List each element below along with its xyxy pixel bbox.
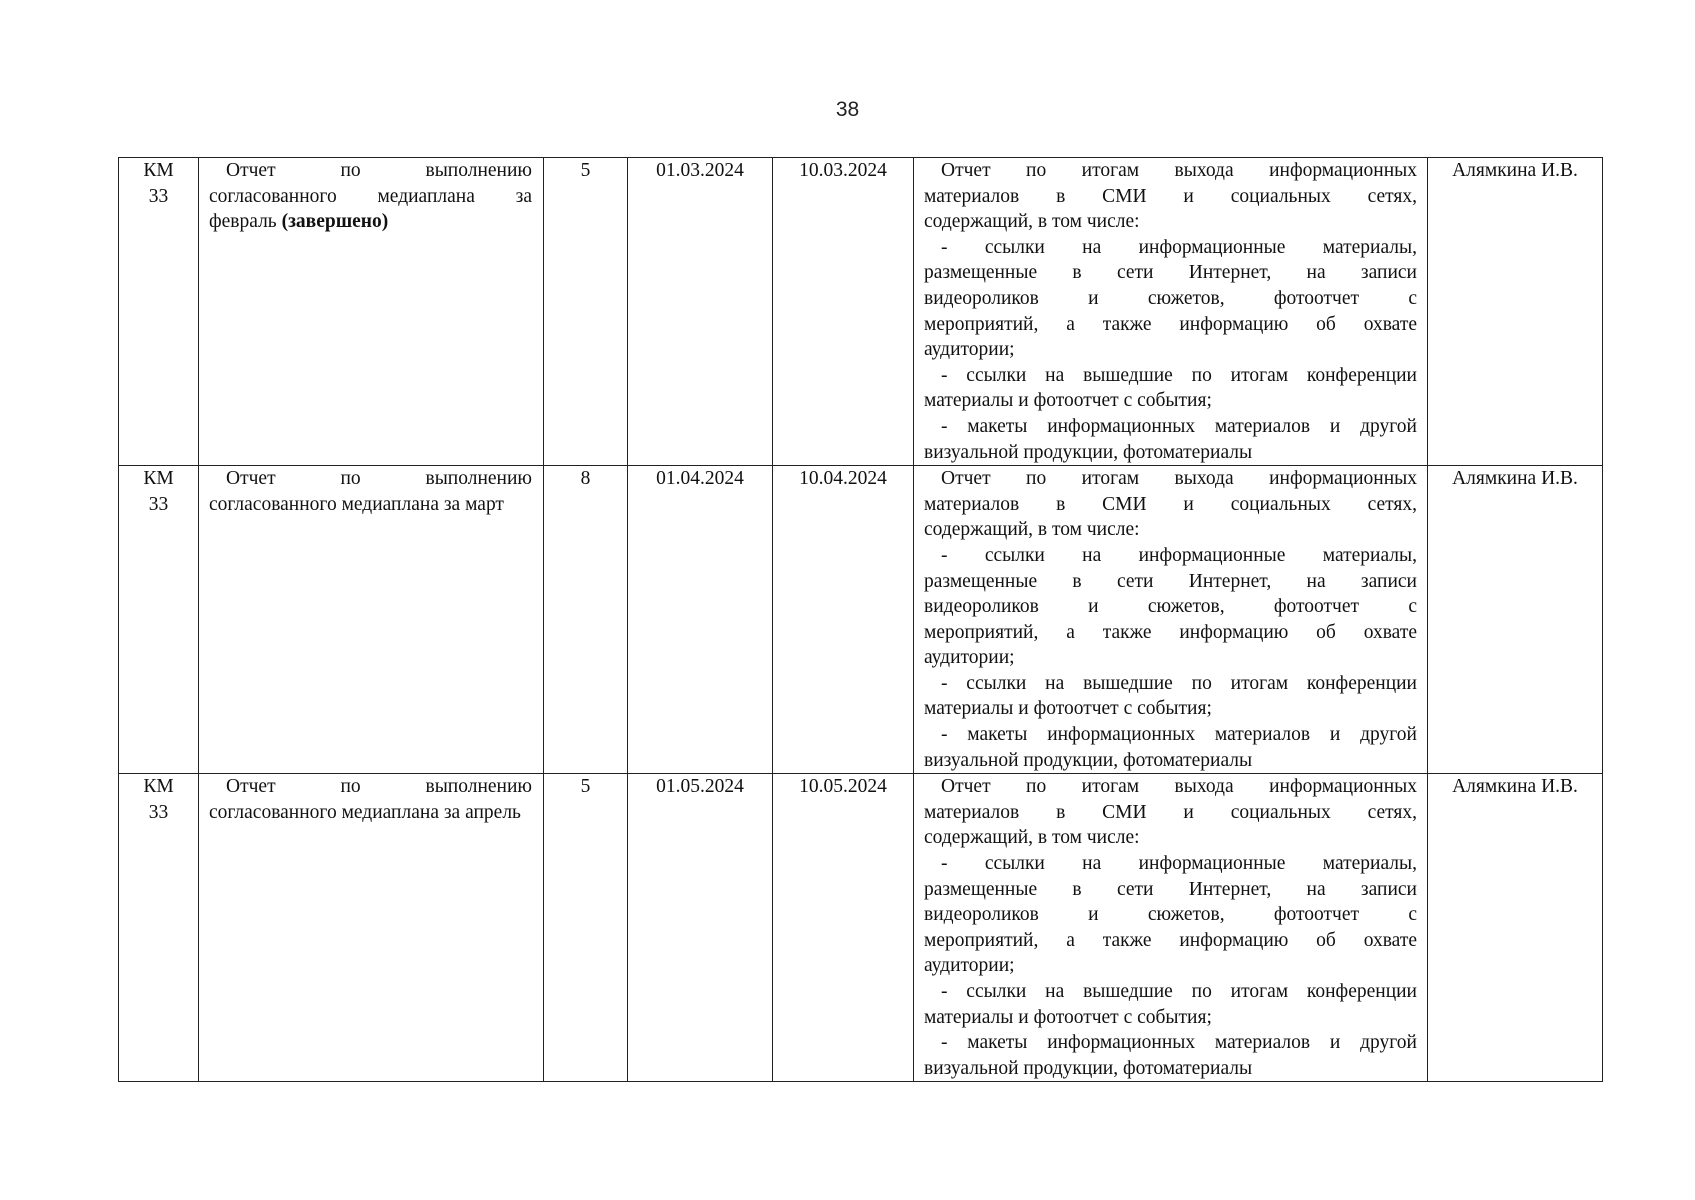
task-text: Отчет по выполнению согласованного медиаплана за апрель: [209, 776, 532, 823]
result-line: содержащий, в том числе:: [924, 519, 1140, 541]
control-point-code: КМ: [143, 468, 174, 490]
start-date: 01.05.2024: [656, 776, 744, 798]
control-point-number: 33: [148, 185, 169, 207]
result-cell: [914, 466, 1428, 774]
start-date-cell: [628, 774, 773, 1082]
result-line: размещенные в сети Интернет, на записи: [924, 262, 1417, 284]
result-line: визуальной продукции, фотоматериалы: [924, 749, 1253, 771]
result-line: материалов в СМИ и социальных сетях,: [924, 493, 1417, 515]
table-row: [119, 774, 1603, 1082]
task-cell: [199, 774, 544, 1082]
result-line: - ссылки на информационные материалы,: [941, 236, 1417, 258]
result-cell: [914, 158, 1428, 466]
result-line: - ссылки на вышедшие по итогам конференции: [941, 981, 1417, 1002]
duration-cell: [544, 774, 628, 1082]
task-status: (завершено): [281, 211, 389, 233]
result-line: материалы и фотоотчет с события;: [924, 698, 1212, 720]
control-point-code-cell: [119, 466, 199, 774]
task-cell: [199, 158, 544, 466]
result-line: мероприятий, а также информацию об охвате: [924, 313, 1417, 335]
responsible-cell: [1428, 774, 1603, 1082]
start-date-cell: [628, 158, 773, 466]
responsible-cell: [1428, 158, 1603, 466]
end-date-cell: [773, 466, 914, 774]
table-row: [119, 158, 1603, 466]
result-cell: [914, 774, 1428, 1082]
result-line: - ссылки на информационные материалы,: [941, 853, 1417, 875]
table-row: [119, 466, 1603, 774]
plan-table: [118, 157, 1603, 1082]
result-line: видеороликов и сюжетов, фотоотчет с: [924, 596, 1417, 618]
duration-cell: [544, 158, 628, 466]
end-date: 10.03.2024: [799, 160, 887, 181]
responsible-cell: [1428, 466, 1603, 774]
control-point-number: 33: [148, 801, 169, 823]
result-line: мероприятий, а также информацию об охвате: [924, 929, 1417, 951]
control-point-code-cell: [119, 158, 199, 466]
control-point-code: КМ: [143, 160, 174, 181]
result-line: Отчет по итогам выхода информационных: [941, 160, 1417, 181]
result-line: содержащий, в том числе:: [924, 211, 1140, 233]
duration-value: 5: [580, 776, 591, 798]
result-line: содержащий, в том числе:: [924, 827, 1140, 849]
task-cell: [199, 466, 544, 774]
result-line: видеороликов и сюжетов, фотоотчет с: [924, 904, 1417, 926]
end-date-cell: [773, 774, 914, 1082]
task-description: [199, 774, 543, 825]
task-text: Отчет по выполнению согласованного медиаплана за февраль: [209, 160, 532, 233]
result-line: аудитории;: [924, 339, 1015, 361]
result-description: [914, 774, 1427, 1081]
result-line: визуальной продукции, фотоматериалы: [924, 441, 1253, 463]
end-date: 10.05.2024: [799, 776, 887, 798]
duration-value: 8: [580, 468, 591, 490]
result-line: - макеты информационных материалов и другой: [941, 724, 1417, 746]
result-line: - макеты информационных материалов и другой: [941, 415, 1417, 437]
result-line: визуальной продукции, фотоматериалы: [924, 1057, 1253, 1079]
plan-table-body: [119, 158, 1603, 1082]
duration-cell: [544, 466, 628, 774]
result-description: [914, 158, 1427, 465]
result-line: - ссылки на информационные материалы,: [941, 544, 1417, 566]
control-point-number: 33: [148, 493, 169, 515]
result-line: Отчет по итогам выхода информационных: [941, 776, 1417, 798]
start-date: 01.04.2024: [656, 468, 744, 490]
result-line: размещенные в сети Интернет, на записи: [924, 878, 1417, 900]
result-line: - макеты информационных материалов и другой: [941, 1032, 1417, 1054]
result-line: аудитории;: [924, 647, 1015, 669]
result-line: видеороликов и сюжетов, фотоотчет с: [924, 287, 1417, 309]
start-date: 01.03.2024: [656, 160, 744, 181]
start-date-cell: [628, 466, 773, 774]
end-date: 10.04.2024: [799, 468, 887, 490]
responsible-person: Алямкина И.В.: [1452, 160, 1578, 181]
responsible-person: Алямкина И.В.: [1452, 468, 1578, 490]
page-number: 38: [835, 98, 860, 121]
result-line: аудитории;: [924, 955, 1015, 977]
end-date-cell: [773, 158, 914, 466]
result-line: Отчет по итогам выхода информационных: [941, 468, 1417, 490]
result-line: материалов в СМИ и социальных сетях,: [924, 801, 1417, 823]
result-line: материалов в СМИ и социальных сетях,: [924, 185, 1417, 207]
result-line: - ссылки на вышедшие по итогам конференции: [941, 364, 1417, 386]
task-description: [199, 466, 543, 517]
result-description: [914, 466, 1427, 773]
control-point-code-cell: [119, 774, 199, 1082]
result-line: материалы и фотоотчет с события;: [924, 390, 1212, 412]
control-point-code: КМ: [143, 776, 174, 798]
result-line: мероприятий, а также информацию об охвате: [924, 621, 1417, 643]
duration-value: 5: [580, 160, 591, 181]
result-line: размещенные в сети Интернет, на записи: [924, 570, 1417, 592]
task-description: [199, 158, 543, 235]
task-text: Отчет по выполнению согласованного медиаплана за март: [209, 468, 532, 515]
result-line: материалы и фотоотчет с события;: [924, 1006, 1212, 1028]
result-line: - ссылки на вышедшие по итогам конференции: [941, 672, 1417, 694]
responsible-person: Алямкина И.В.: [1452, 776, 1578, 798]
